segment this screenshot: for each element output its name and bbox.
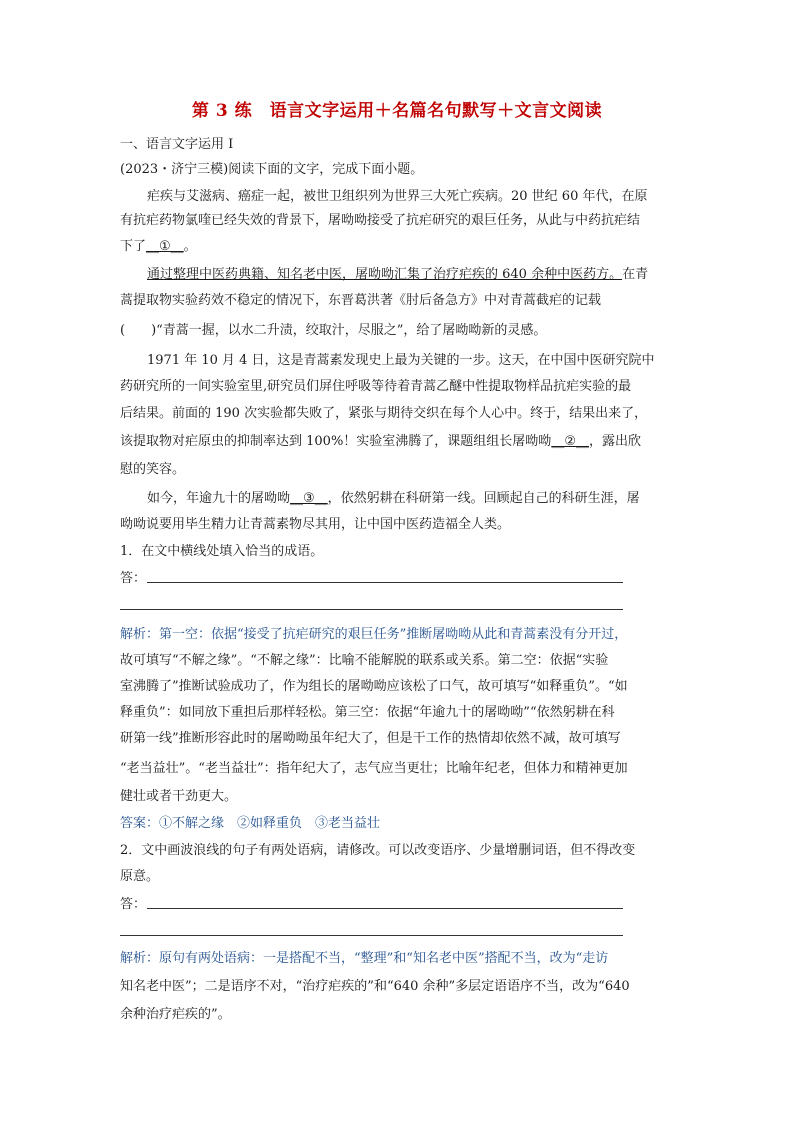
passage-line: 药研究所的一间实验室里,研究员们屏住呼吸等待着青蒿乙醚中性提取物样品抗疟实验的最 [120,379,632,394]
passage-line: 疟疾与艾滋病、癌症一起，被世卫组织列为世界三大死亡疾病。20 世纪 60 年代，在原 [147,189,648,204]
passage-line: 蒿提取物实验药效不稳定的情况下，东晋葛洪著《肘后备急方》中对青蒿截疟的记载 [120,293,602,308]
passage-line: 呦呦说要用毕生精力让青蒿素物尽其用，让中国中医药造福全人类。 [120,517,511,532]
analysis-line: 健壮或者干劲更大。 [120,789,238,804]
analysis-line: 解析：第一空：依据“接受了抗疟研究的艰巨任务”推断屠呦呦从此和青蒿素没有分开过， [120,627,628,642]
blank-3: __③__ [290,491,328,506]
section-heading: 一、语言文字运用 Ⅰ [120,137,234,152]
analysis-line: 释重负”：如同放下重担后那样轻松。第三空：依据“年逾九十的屠呦呦”“依然躬耕在科 [120,705,615,720]
passage-text: 如今，年逾九十的屠呦呦 [147,491,291,506]
passage-text: 下了 [120,239,147,254]
analysis-line: 解析：原句有两处语病：一是搭配不当，“整理”和“知名老中医”搭配不当，改为“走访 [120,951,609,966]
passage-text: ，依然躬耕在科研第一线。回顾起自己的科研生涯，屠 [327,491,640,506]
blank-1: __①__ [146,239,184,254]
passage-text: 在青 [622,267,649,282]
passage-line: ( )“青蒿一握，以水二升渍，绞取汁，尽服之”，给了屠呦呦新的灵感。 [120,323,547,338]
passage-text: ，露出欣 [588,434,641,449]
passage-line [120,238,197,255]
wavy-underlined-sentence: 通过整理中医药典籍、知名老中医，屠呦呦汇集了治疗疟疾的 640 余种中医药方。 [147,267,623,282]
answer-label-1: 答： [120,571,147,586]
passage-line [120,433,641,450]
passage-line [147,490,640,507]
passage-line [147,266,648,283]
analysis-line: 故可填写“不解之缘”。“不解之缘”：比喻不能解脱的联系或关系。第二空：依据“实验 [120,653,609,668]
answer-key-1: 答案：①不解之缘 ②如释重负 ③老当益壮 [120,816,381,831]
passage-text: 。 [183,239,197,254]
analysis-line: 研第一线”推断形容此时的屠呦呦虽年纪大了，但是干工作的热情却依然不减，故可填写 [120,731,621,746]
analysis-line: “老当益壮”。“老当益壮”：指年纪大了，志气应当更壮；比喻年纪老，但体力和精神更加 [120,761,628,776]
analysis-line: 余种治疗疟疾的”。 [120,1007,231,1022]
answer-line [147,582,623,583]
blank-2: __②__ [551,434,589,449]
passage-text: 该提取物对疟原虫的抑制率达到 100%！实验室沸腾了，课题组组长屠呦呦 [120,434,552,449]
answer-line [120,609,623,610]
passage-line: 后结果。前面的 190 次实验都失败了，紧张与期待交织在每个人心中。终于，结果出来了， [120,406,648,421]
answer-line [120,935,623,936]
answer-line [147,908,623,909]
passage-line: 1971 年 10 月 4 日，这是青蒿素发现史上最为关键的一步。这天，在中国中医研究院中 [147,353,655,368]
page-title: 第 3 练 语言文字运用＋名篇名句默写＋文言文阅读 [191,101,603,121]
question-2-cont: 原意。 [120,869,160,884]
question-1: 1．在文中横线处填入恰当的成语。 [120,544,324,559]
source-note: (2023・济宁三模)阅读下面的文字，完成下面小题。 [120,162,424,177]
answer-label-2: 答： [120,897,147,912]
passage-line: 慰的笑容。 [120,462,186,477]
analysis-line: 室沸腾了”推断试验成功了，作为组长的屠呦呦应该松了口气，故可填写“如释重负”。“如 [120,679,628,694]
question-2: 2．文中画波浪线的句子有两处语病，请修改。可以改变语序、少量增删词语，但不得改变 [120,843,636,858]
analysis-line: 知名老中医”；二是语序不对，“治疗疟疾的”和“640 余种”多层定语语序不当，改为“640 [120,979,630,994]
passage-line: 有抗疟药物氯喹已经失效的背景下，屠呦呦接受了抗疟研究的艰巨任务，从此与中药抗疟结 [120,213,641,228]
